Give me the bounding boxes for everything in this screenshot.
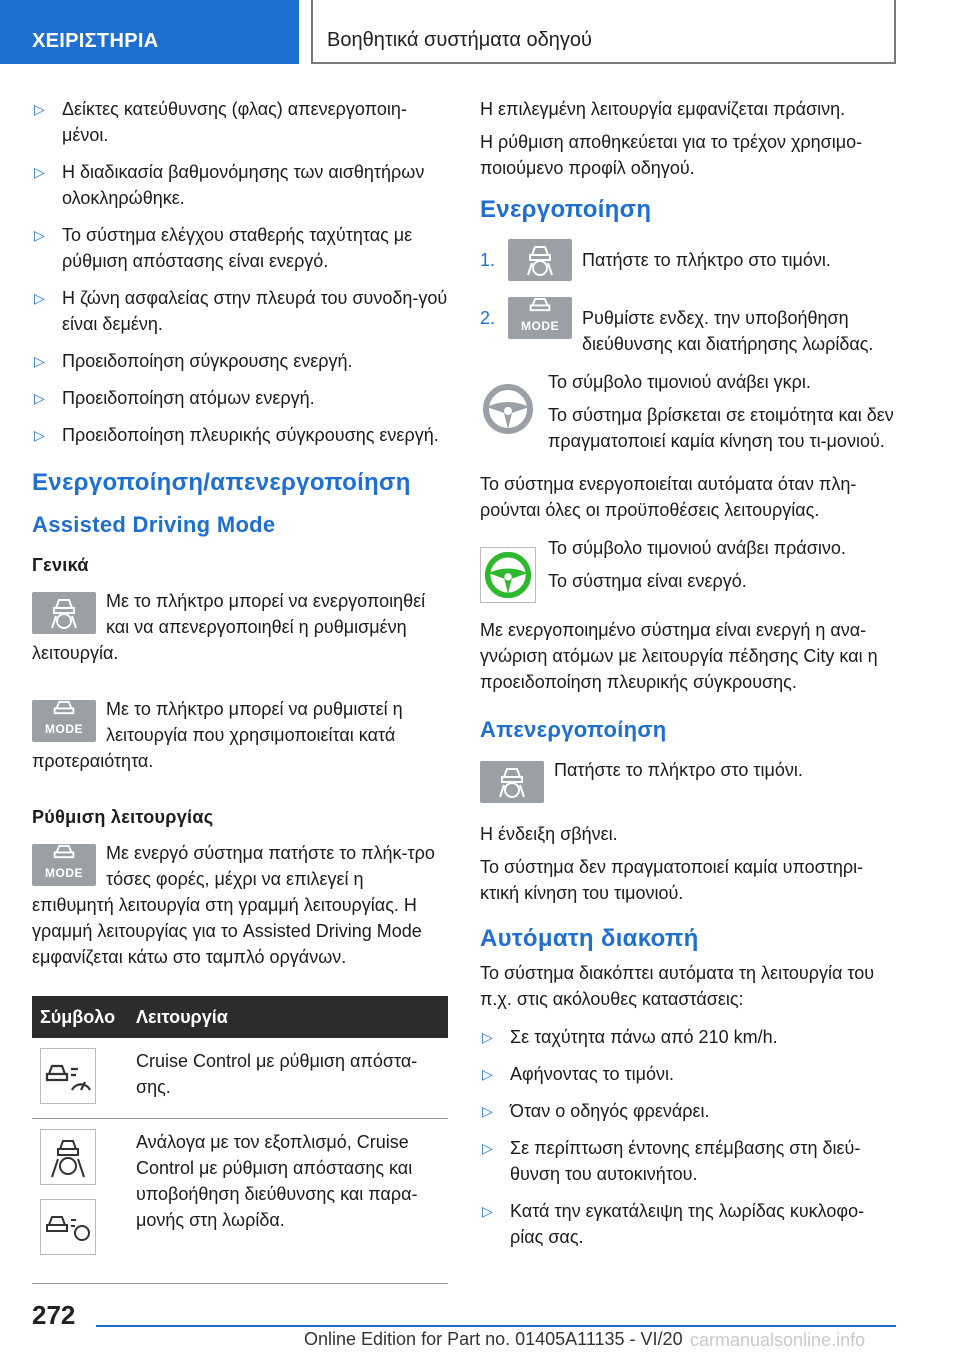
footer-divider [96, 1325, 896, 1327]
general-para-2 [32, 696, 448, 774]
paragraph: Η ένδειξη σβήνει. [480, 824, 618, 844]
deactivation-para [480, 757, 896, 807]
paragraph: Η επιλεγμένη λειτουργία εμφανίζεται πράσινη. [480, 99, 846, 119]
mode-label: MODE [521, 319, 559, 333]
general-text-2: Με το πλήκτρο μπορεί να ρυθμιστεί η λειτουργία που χρησιμοποιείται κατά προτεραιότητα. [32, 699, 403, 771]
watermark: carmanualsonline.info [690, 1330, 866, 1350]
section-title: Βοηθητικά συστήματα οδηγού [311, 0, 896, 64]
list-item [480, 297, 896, 357]
mode-button-icon [32, 700, 96, 742]
list-item: ▷ Προειδοποίηση σύγκρουσης ενεργή. [32, 348, 448, 374]
paragraph: Το σύστημα βρίσκεται σε ετοιμότητα και δεν πραγματοποιεί καμία κίνηση του τι-μονιού. [548, 405, 894, 451]
step-number: 1. [480, 250, 496, 270]
list-item: ▷ Κατά την εγκατάλειψη της λωρίδας κυκλοφο-ρίας σας. [480, 1198, 896, 1250]
activation-steps [480, 239, 896, 357]
list-item: ▷ Προειδοποίηση ατόμων ενεργή. [32, 385, 448, 411]
auto-stop-list [480, 1024, 896, 1250]
list-item: ▷ Όταν ο οδηγός φρενάρει. [480, 1098, 896, 1124]
table-row [32, 1038, 448, 1119]
assisted-driving-heading: Assisted Driving Mode [32, 512, 276, 537]
list-item: ▷ Αφήνοντας το τιμόνι. [480, 1061, 896, 1087]
steering-wheel-green-icon [480, 547, 536, 603]
mode-label: MODE [45, 722, 83, 736]
list-item: ▷ Η διαδικασία βαθμονόμησης των αισθητήρων ολοκληρώθηκε. [32, 159, 448, 211]
mode-button-icon [508, 297, 572, 339]
table-header-symbol: Σύμβολο [32, 996, 128, 1038]
green-wheel-para [480, 535, 896, 607]
general-para-1 [32, 588, 448, 666]
list-item: ▷ Το σύστημα ελέγχου σταθερής ταχύτητας με ρύθμιση απόστασης είναι ενεργό. [32, 222, 448, 274]
cruise-steering-icon [40, 1199, 96, 1255]
deactivation-text: Πατήστε το πλήκτρο στο τιμόνι. [554, 760, 803, 780]
cruise-control-icon [40, 1048, 96, 1104]
table-cell-function: Cruise Control με ρύθμιση απόστα-σης. [128, 1038, 448, 1119]
table-header-function: Λειτουργία [128, 996, 448, 1038]
general-text-1: Με το πλήκτρο μπορεί να ενεργοποιηθεί και να απενεργοποιηθεί η ρυθμισμένη λειτουργία. [32, 591, 426, 663]
list-item [480, 239, 896, 285]
activation-heading: Ενεργοποίηση/απενεργοποίηση [32, 469, 411, 496]
grey-wheel-para [480, 369, 896, 461]
list-item: ▷ Σε ταχύτητα πάνω από 210 km/h. [480, 1024, 896, 1050]
mode-button-icon [32, 844, 96, 886]
setting-heading: Ρύθμιση λειτουργίας [32, 807, 214, 827]
paragraph: Το σύμβολο τιμονιού ανάβει γκρι. [548, 372, 811, 392]
step-text: Ρυθμίστε ενδεχ. την υποβοήθηση διεύθυνσης και διατήρησης λωρίδας. [582, 308, 874, 354]
deactivation-title: Απενεργοποίηση [480, 717, 667, 742]
paragraph: Με ενεργοποιημένο σύστημα είναι ενεργή η ανα-γνώριση ατόμων με λειτουργία πέδησης City και η προειδοποίηση πλευρικής σύγκρουσης. [480, 620, 878, 692]
page-number: 272 [32, 1300, 76, 1330]
list-item: ▷ Δείκτες κατεύθυνσης (φλας) απενεργοποιη-μένοι. [32, 96, 448, 148]
paragraph: Η ρύθμιση αποθηκεύεται για το τρέχον χρησιμο-ποιούμενο προφίλ οδηγού. [480, 132, 863, 178]
paragraph: Το σύστημα διακόπτει αυτόματα τη λειτουργία του π.χ. στις ακόλουθες καταστάσεις: [480, 963, 875, 1009]
edition-text: Online Edition for Part no. 01405A11135 - VI/20 [304, 1329, 683, 1349]
assist-button-icon [480, 761, 544, 803]
left-column [32, 96, 448, 1284]
assist-button-icon [508, 239, 572, 281]
conditions-list [32, 96, 448, 448]
right-column [480, 96, 896, 1261]
setting-para [32, 840, 448, 970]
table-cell-function: Ανάλογα με τον εξοπλισμό, Cruise Control με ρύθμιση απόστασης και υποβοήθηση διεύθυνσης και παρα-μονής στη λωρίδα. [128, 1119, 448, 1284]
table-cell-symbol [32, 1038, 128, 1119]
step-number: 2. [480, 308, 496, 328]
steering-wheel-grey-icon [480, 381, 536, 437]
mode-label: MODE [45, 866, 83, 880]
table-row [32, 1119, 448, 1284]
paragraph: Το σύμβολο τιμονιού ανάβει πράσινο. [548, 538, 846, 558]
paragraph: Το σύστημα ενεργοποιείται αυτόματα όταν πλη-ρούνται όλες οι προϋποθέσεις λειτουργίας. [480, 474, 857, 520]
paragraph: Το σύστημα δεν πραγματοποιεί καμία υποστηρι-κτική κίνηση του τιμονιού. [480, 857, 864, 903]
assist-button-icon [32, 592, 96, 634]
symbol-table [32, 996, 448, 1284]
assist-symbol-icon [40, 1129, 96, 1185]
setting-text: Με ενεργό σύστημα πατήστε το πλήκ-τρο τόσες φορές, μέχρι να επιλεγεί η επιθυμητή λειτουργία στη γραμμή λειτουργίας. Η γραμμή λειτουργίας για το Assisted Driving Mode εμφανίζεται κάτω στο ταμπλό οργάνων. [32, 843, 435, 967]
chapter-tab: ΧΕΙΡΙΣΤΗΡΙΑ [0, 0, 299, 64]
table-cell-symbol [32, 1119, 128, 1284]
step-text: Πατήστε το πλήκτρο στο τιμόνι. [582, 250, 831, 270]
auto-stop-title: Αυτόματη διακοπή [480, 925, 699, 952]
general-heading: Γενικά [32, 555, 89, 575]
list-item: ▷ Προειδοποίηση πλευρικής σύγκρουσης ενεργή. [32, 422, 448, 448]
paragraph: Το σύστημα είναι ενεργό. [548, 571, 747, 591]
activation-title: Ενεργοποίηση [480, 196, 652, 223]
list-item: ▷ Η ζώνη ασφαλείας στην πλευρά του συνοδη-γού είναι δεμένη. [32, 285, 448, 337]
list-item: ▷ Σε περίπτωση έντονης επέμβασης στη διεύ-θυνση του αυτοκινήτου. [480, 1135, 896, 1187]
